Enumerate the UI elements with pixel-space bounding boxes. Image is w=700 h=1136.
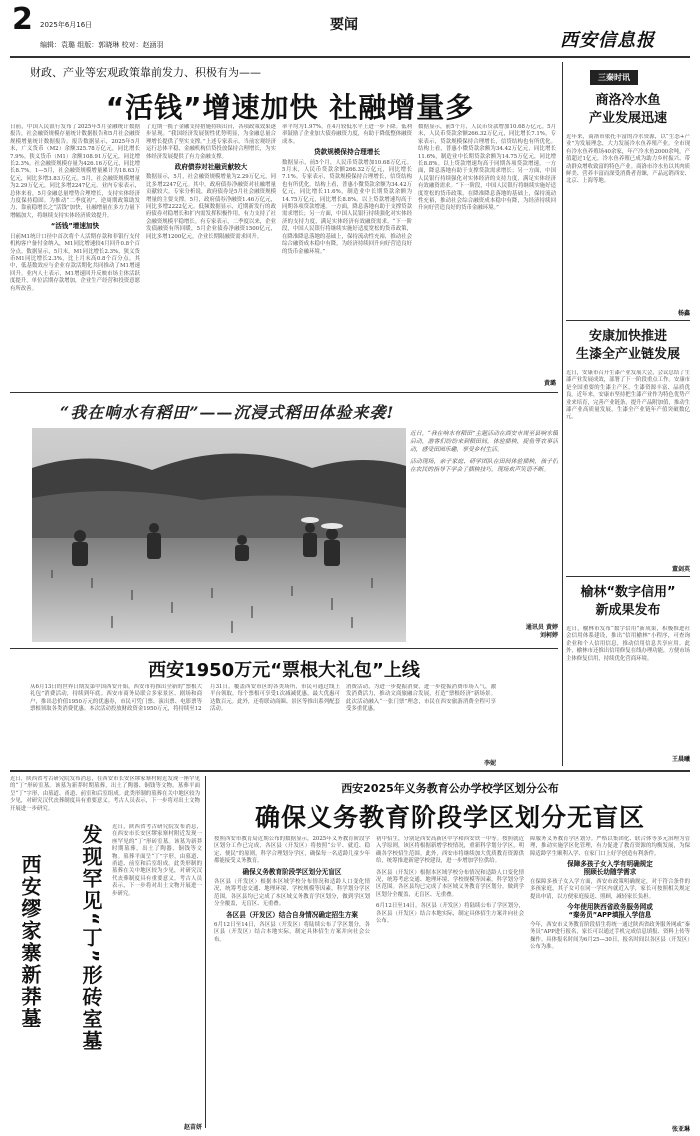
lead-author: 黄璐 [543, 380, 556, 387]
side-feature-author: 赵苗妍 [183, 1124, 202, 1131]
sidebar-story2-author: 董剑英 [671, 566, 690, 573]
education-column-1: 按照西安市教育局近期公布的数据显示，2025年义务教育阶段学区划分工作已完成，各区县（开发区）将按照“公平、就近、稳定、便民”的原则，科学合理划分学区，确保每一名适龄儿童少年都能接受义务教育。 确保义务教育阶段学区划分无盲区 各区县（开发区）根据本区域学校分布情况和适龄人口变化情况，统筹考虑交通、地理环境、学校规模等因素，科学划分学区范围。各区县均已完成了本区域义务教育学区划分，做到学区划分全覆盖，无盲区、无重叠。 各区县（开发区）结合自身情况确定招生方案 6月12日至14日，各区县（开发区）将陆续公布了学区划分，各区县（开发区）结合本地实际，制定具体招生方案并向社会公布。 [214, 836, 370, 943]
sidebar-story2-title: 安康加快推进 生漆全产业链发展 [575, 329, 680, 362]
education-subhead-1: 确保义务教育阶段学区划分无盲区 [242, 867, 342, 876]
side-feature-title [10, 824, 110, 1124]
education-author: 张亚琳 [671, 1126, 690, 1133]
sidebar-story3-author: 王晨曦 [671, 756, 690, 763]
lead-headline: “活钱”增速加快 社融增量多 [105, 91, 475, 124]
education-column-2: 初中招生，分别是西安高新区中学和西安铁一中等。按照就近入学原则，该区将根据新增学校情况，重新科学划分学区，明确各学校招生范围。此外，西安市将继续加大优质教育资源供给，统筹推进新建学校建设，进一步增加学位供给。 各区县（开发区）根据本区域学校分布情况和适龄人口变化情况，统筹考虑交通、地理环境、学校规模等因素，科学划分学区范围。各区县均已完成了本区域义务教育学区划分，做到学区划分全覆盖，无盲区、无重叠。 6月12日至14日，各区县（开发区）将陆续公布了学区划分，各区县（开发区）结合本地实际，制定具体招生方案并向社会公布。 [376, 836, 524, 925]
lead-subhead-2: 政府债券对社融贡献较大 [174, 163, 248, 172]
issue-date: 2025年6月16日 [40, 21, 93, 29]
rice-field-photo-graphic [32, 428, 406, 642]
sidebar-rule-1 [566, 320, 690, 321]
lead-subhead-3: 贷款规模保持合理增长 [314, 148, 380, 157]
consumption-column-2: 月31日。覆盖西安市区的各类场所，市民可通过线上平台领取。每个票根可享受1次减减优惠，最大优惠可达数百元。此外，还将联动商圈、景区等推出系列配套活动。 [210, 684, 340, 713]
masthead-rule [10, 56, 690, 58]
education-subhead-4: 今年使用陕西省政务服务网或 “秦务员”APP填报入学信息 [567, 903, 653, 919]
lead-column-1: 日前，中国人民银行发布了2025年5月金融统计数据报告，社会融资规模存量统计数据报告和5月社会融资规模增量统计数据报告。报告数据显示，2025年5月末，广义货币（M2）余额325.78万亿元，同比增长7.9%。狭义货币（M1）余额108.91万亿元，同比增长2.3%。社会融资规模存量为426.16万亿元，同比增长8.7%。1—5月，社会融资规模增量累计为18.63万亿元，同比多增3.83万亿元。5月，社会融资规模增量为2.29万亿元，同比多增2247亿元。业内专家表示，总体来看，5月金融总量增势合理增长，支持实体经济力度保持稳固。为推动“二季度初”，逆周期政策助发力，靠前稳增长之“活钱”加快，社融增量在多方力量下增幅加大，将继续支持实体经济质效提升。 “活钱”增速加快 日前M1统计口径中首次将个人活期存款和非银行支付机构客户备付金纳入，M1同比增速较4月回升0.8个百分点。数据显示，5月末，M1同比增长2.3%，狭义货币M1同比增长2.3%，比上月末高0.8个百分点。其中，低基数效应与企业存款活期化共同推动了M1增速回升。业内人士表示，M1增速回升反映市场主体活跃度提升，单位活期存款增加，企业生产经营和投资意愿有所改善。 [10, 124, 140, 292]
sidebar-story3-title: 榆林“数字信用” 新成果发布 [580, 585, 676, 618]
photo-caption: 近日，“我在响水有稻田”主题活动在西安市周至县响水镇启动，游客们纷纷来到稻田间，体验插秧、捉鱼等农事活动，感受田园乐趣，享受乡村生活。 活动现场，亲子家庭、研学团队在田间体验插秧，孩子们在农民的指导下学会了插秧技巧，现场欢声笑语不断。 [410, 431, 558, 473]
side-feature-intro: 近日，陕西省考古研究院发布消息，在西安市长安区缪家寨村附近发现一座罕见的“丁”形砖室墓。该墓为新莽时期墓葬，出土了陶器、铜钱等文物。墓葬平面呈“丁”字形，由墓道、甬道、前室和后室组成。此类形制的墓葬在关中地区较为少见，对研究汉代丧葬制度具有重要意义。考古人员表示，下一步将对出土文物开展进一步研究。 [10, 776, 200, 812]
education-kicker: 西安2025年义务教育公办学校学区划分公布 [341, 782, 559, 795]
sidebar-column-tag: 三秦时讯 [590, 70, 638, 85]
education-column-3: 障服务义务教育学区划分。严格以集团化、联合体等多元治理为管理，推动实施学区化管理，有力促进了教育资源的均衡发展，为保障适龄学生顺利入学、在家门口上好学创造有利条件。 保障多孩子女入学有明确规定 照顾长幼随学需求 在保障多孩子女入学方面，西安市政策明确规定，对于符合条件的多孩家庭，其子女可在同一学区内就近入学，家长可按照相关规定提出申请，以方便家庭接送、照顾，减轻家长负担。 今年使用陕西省政务服务网或 “秦务员”APP填报入学信息 今年，西安市义务教育阶段招生将统一通过陕西省政务服务网或“秦务员”APP进行报名，家长可以通过手机完成信息填报、资料上传等操作。具体报名时间为6月25—30日，报名时间以各区县（开发区）公布为准。 [530, 836, 690, 951]
lead-column-2: 了近期一揽子金融支持措施持续出台，各项政策效果逐步显现。“我国经济发展韧性优势明显，为金融总量合理增长提供了坚实支撑。”上述专家表示，当前宏观经济运行总体平稳，金融机构信贷投放保持合理增长，为实体经济发展提供了有力金融支撑。 政府债券对社融贡献较大 数据显示，5月，社会融资规模增量为2.29万亿元，同比多增2247亿元。其中，政府债券净融资对社融增量贡献较大。专家分析说，政府债券是5月社会融资规模增量的主要支撑。5月，政府债券净融资1.46万亿元，同比多增2222亿元。低频数据显示，近期新发行的政府债券对稳增长和扩内需发挥积极作用，有力支持了社会融资规模平稳增长。有专家表示，二季度以来，企业发债融资有所回暖，5月企业债券净融资1500亿元，同比多增1200亿元，企业长期限融资需求回升。 [146, 124, 276, 240]
side-feature-title-line2: 西安缪家寨新莽墓 [18, 854, 42, 1030]
sidebar-story2-body: 近日，安康市召开生漆产业发展大会，会议总结了生漆产业发展成效，部署了下一阶段重点工作。安康市是全国重要的生漆主产区，生漆资源丰富、品质优良。近年来，安康市坚持把生漆产业作为特色优势产业来培育，完善产业链条，提升产品附加值，推动生漆产业高质量发展，生漆全产业链年产值突破数亿元。 [566, 370, 690, 421]
education-subhead-2: 各区县（开发区）结合自身情况确定招生方案 [226, 910, 358, 919]
photo-top-rule [10, 392, 558, 393]
lead-column-4: 数据显示，前5个月，人民币贷款增加10.68万亿元。5月末，人民币贷款余额266.32万亿元，同比增长7.1%。专家表示，贷款规模保持合理增长，信贷结构也有所优化。结构上看，普惠小微贷款余额为34.42万亿元，同比增长11.6%，制造业中长期贷款余额为14.75万亿元，同比增长8.8%。以上贷款增速均高于同期各项贷款增速。一方面，降息落地有助于支撑贷款需求增长；另一方面，中国人民银行持续强化对实体经济的支持力度，满足实体经济有效融资需求。“下一阶段，中国人民银行将继续实施好适度宽松的货币政策，在降准降息落地的基础上，保持流动性充裕，推动社会综合融资成本稳中有降，为经济持续回升向好营造良好的货币金融环境。” [418, 124, 556, 212]
photo-credit: 通讯员 黄婷 刘柯婷 [525, 624, 558, 639]
education-subhead-3: 保障多孩子女入学有明确规定 照顾长幼随学需求 [567, 860, 653, 876]
page-number: 2 [12, 2, 33, 37]
sidebar-rule-2 [566, 576, 690, 577]
paper-logo: 西安信息报 [560, 30, 655, 51]
education-headline: 确保义务教育阶段学区划分无盲区 [254, 803, 645, 832]
sidebar-story1-body: 近年来，商洛市依托丰富的冷水资源，以“生态+产业”为发展理念，大力发展冷水鱼养殖产业。全市现有冷水鱼养殖场40余家，年产冷水鱼2000余吨，产值超过1亿元。冷水鱼养殖已成为助力乡村振兴、带动群众增收致富的特色产业。商洛市冷水鱼以其肉质鲜美、营养丰富而深受消费者青睐，产品远销西安、北京、上海等地。 [566, 134, 690, 185]
sidebar-story1-author: 杨鑫 [677, 310, 690, 317]
side-feature-body: 近日，陕西省考古研究院发布消息，在西安市长安区缪家寨村附近发现一座罕见的“丁”形砖室墓。该墓为新莽时期墓葬，出土了陶器、铜钱等文物。墓葬平面呈“丁”字形，由墓道、甬道、前室和后室组成。此类形制的墓葬在关中地区较为少见，对研究汉代丧葬制度具有重要意义。考古人员表示，下一步将对出土文物开展进一步研究。 [112, 824, 202, 897]
lead-subhead-1: “活钱”增速加快 [50, 222, 100, 231]
sidebar-story1-title: 商洛冷水鱼 产业发展迅速 [588, 93, 667, 126]
consumption-column-3: 消费活动，为进一步提振消费，进一步提振消费市场人气，激发消费活力，推动文商旅融合发展，打造“票根经济”新场景。此次活动融入“一张门票”理念，市民在西安旅游消费全程可享受多重优惠。 [346, 684, 496, 713]
side-feature-divider [205, 776, 206, 1128]
lead-kicker: 财政、产业等宏观政策靠前发力、积极有为—— [30, 66, 261, 79]
lead-column-3: 率平均为1.97%，在4月较低水平上进一步下降。低利率鼓励了企业加大债券融资力度，有助于降低整体融资成本。 贷款规模保持合理增长 数据显示，前5个月，人民币贷款增加10.68万亿元。5月末，人民币贷款余额266.32万亿元，同比增长7.1%。专家表示，贷款规模保持合理增长，信贷结构也有所优化。结构上看，普惠小微贷款余额为34.42万亿元，同比增长11.6%，制造业中长期贷款余额为14.75万亿元，同比增长8.8%。以上贷款增速均高于同期各项贷款增速。一方面，降息落地有助于支撑贷款需求增长；另一方面，中国人民银行持续强化对实体经济的支持力度，满足实体经济有效融资需求。“下一阶段，中国人民银行将继续实施好适度宽松的货币政策，在降准降息落地的基础上，保持流动性充裕，推动社会综合融资成本稳中有降，为经济持续回升向好营造良好的货币金融环境。” [282, 124, 412, 255]
consumption-column-1: 从6月13日的世界日期发第中国西安开始，西安市将推出全新的“票根大礼包”消费活动，持续到年底。西安市商务局联合多家景区、剧场和商户，推出总价值1950万元的优惠券，市民可凭门票、演出票、电影票等票根领取各类消费优惠。本次活动投放财政资金1950万元，将持续至12 [30, 684, 202, 713]
consumption-top-rule [10, 648, 558, 649]
editor-credits: 编辑：袁璐 组版：郭晓琳 校对：赵涵羽 [40, 41, 164, 49]
side-feature-title-line1: 发现罕见“丁”形砖室墓 [79, 824, 103, 1053]
lower-section-rule [10, 770, 690, 772]
consumption-headline: 西安1950万元“票根大礼包”上线 [148, 660, 420, 681]
sidebar-divider [562, 62, 563, 766]
sidebar-story3-body: 近日，榆林市发布“数字信用”新成果，积极推进社会信用体系建设，推出“信用榆林”小程序，可查询企业和个人信用信息，推动信用信息共享应用。此外，榆林市还推出信用修复在线办理功能，方便市场主体修复信用，持续优化营商环境。 [566, 626, 690, 662]
section-title: 要闻 [330, 17, 358, 33]
photo-title: “我在响水有稻田”——沉浸式稻田体验来袭! [60, 403, 395, 422]
rice-field-photo [32, 428, 406, 642]
consumption-author: 李妮 [483, 760, 496, 767]
